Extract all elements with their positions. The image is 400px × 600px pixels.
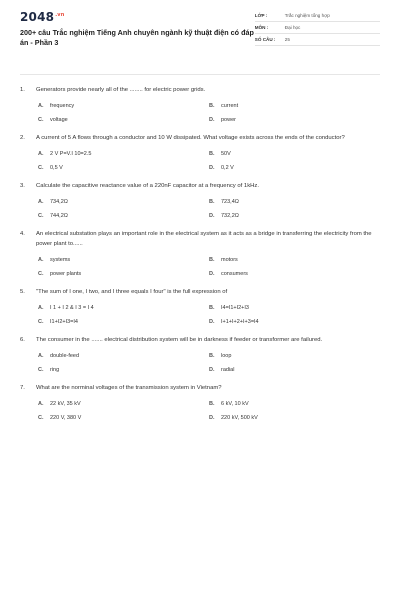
option-text: 2 V P=V.I 10=2.5 — [50, 151, 92, 157]
meta-key: MÔN : — [254, 25, 269, 30]
answer-option[interactable] — [38, 255, 209, 265]
option-key: C. — [38, 415, 44, 421]
answer-option[interactable] — [38, 365, 209, 375]
option-text: I+1+I+2+I+3=I4 — [221, 319, 259, 325]
question-item — [20, 181, 380, 221]
question-text: A current of 5 A flows through a conductor and 10 W dissipated. What voltage exists across the ends of the conductor? — [36, 135, 345, 141]
question-text: The consumer in the ....... electrical distribution system will be in darkness if feeder or transformer are failured. — [36, 337, 323, 343]
option-key: B. — [209, 257, 215, 263]
option-key: C. — [38, 213, 44, 219]
question-text: An electrical substation plays an important role in the electrical system as it acts as a bridge in transferring the electricity from the power plant to...... — [36, 231, 372, 247]
header-divider — [20, 74, 380, 75]
meta-table — [255, 10, 380, 46]
answer-option[interactable] — [209, 211, 380, 221]
option-text: ring — [50, 367, 60, 373]
document-header — [20, 10, 380, 66]
answer-options — [20, 351, 380, 375]
option-key: A. — [38, 401, 44, 407]
answer-option[interactable] — [38, 163, 209, 173]
question-stem — [20, 229, 380, 249]
question-number: 5. — [20, 289, 25, 295]
meta-value: 25 — [284, 37, 290, 42]
question-stem — [20, 181, 380, 191]
meta-row-subject — [255, 22, 380, 34]
meta-value: Đại học — [284, 25, 301, 30]
answer-option[interactable] — [209, 303, 380, 313]
answer-options — [20, 149, 380, 173]
answer-option[interactable] — [38, 115, 209, 125]
question-number: 4. — [20, 231, 25, 237]
option-key: B. — [209, 199, 215, 205]
option-key: D. — [209, 117, 215, 123]
question-text: What are the norminal voltages of the transmission system in Vietnam? — [36, 385, 222, 391]
answer-option[interactable] — [209, 149, 380, 159]
meta-key: SỐ CÂU : — [254, 37, 276, 42]
question-item — [20, 229, 380, 279]
option-text: frequency — [50, 103, 75, 109]
option-text: 723,4Ω — [221, 199, 239, 205]
question-stem — [20, 287, 380, 297]
option-key: A. — [38, 151, 44, 157]
option-key: B. — [209, 103, 215, 109]
meta-value: Trắc nghiệm tổng hợp — [284, 13, 330, 18]
answer-option[interactable] — [38, 413, 209, 423]
answer-option[interactable] — [209, 399, 380, 409]
question-item — [20, 335, 380, 375]
answer-options — [20, 197, 380, 221]
question-number: 6. — [20, 337, 25, 343]
option-key: D. — [209, 213, 215, 219]
answer-option[interactable] — [209, 101, 380, 111]
question-list — [20, 85, 380, 423]
meta-row-question-count — [255, 34, 380, 46]
answer-options — [20, 399, 380, 423]
answer-option[interactable] — [209, 351, 380, 361]
option-key: A. — [38, 199, 44, 205]
option-text: 220 V, 380 V — [50, 415, 82, 421]
option-text: motors — [221, 257, 238, 263]
option-text: radial — [221, 367, 235, 373]
answer-option[interactable] — [38, 149, 209, 159]
logo-main: 2048 — [20, 10, 55, 24]
question-item — [20, 383, 380, 423]
site-logo[interactable] — [20, 10, 255, 24]
option-text: I4=I1+I2+I3 — [221, 305, 249, 311]
answer-options — [20, 101, 380, 125]
option-key: D. — [209, 271, 215, 277]
question-item — [20, 287, 380, 327]
meta-row-class — [255, 10, 380, 22]
option-text: 744,2Ω — [50, 213, 68, 219]
option-text: power plants — [50, 271, 82, 277]
option-key: B. — [209, 305, 215, 311]
option-text: double-feed — [50, 353, 80, 359]
answer-option[interactable] — [209, 255, 380, 265]
logo-suffix: .vn — [55, 12, 65, 18]
option-key: A. — [38, 353, 44, 359]
option-text: I1+I2+I3=I4 — [50, 319, 78, 325]
answer-option[interactable] — [38, 197, 209, 207]
question-number: 1. — [20, 87, 25, 93]
answer-option[interactable] — [209, 365, 380, 375]
option-key: A. — [38, 257, 44, 263]
answer-option[interactable] — [38, 351, 209, 361]
option-key: D. — [209, 415, 215, 421]
answer-option[interactable] — [38, 211, 209, 221]
answer-options — [20, 303, 380, 327]
option-text: 732,2Ω — [221, 213, 239, 219]
answer-option[interactable] — [209, 269, 380, 279]
option-key: B. — [209, 151, 215, 157]
meta-key: LỚP : — [254, 13, 268, 18]
question-number: 2. — [20, 135, 25, 141]
option-key: B. — [209, 353, 215, 359]
option-text: 6 kV, 10 kV — [221, 401, 249, 407]
option-key: C. — [38, 165, 44, 171]
option-text: 0,5 V — [50, 165, 63, 171]
option-key: C. — [38, 271, 44, 277]
option-text: 50V — [221, 151, 231, 157]
option-key: D. — [209, 367, 215, 373]
answer-option[interactable] — [209, 115, 380, 125]
question-item — [20, 85, 380, 125]
answer-option[interactable] — [209, 413, 380, 423]
brand-block — [20, 10, 255, 48]
option-text: voltage — [50, 117, 68, 123]
question-text: Generators provide nearly all of the ........ for electric power grids. — [36, 87, 206, 93]
question-item — [20, 133, 380, 173]
option-key: A. — [38, 305, 44, 311]
answer-option[interactable] — [38, 269, 209, 279]
answer-option[interactable] — [38, 317, 209, 327]
option-key: D. — [209, 319, 215, 325]
document-title: 200+ câu Trắc nghiệm Tiếng Anh chuyên ngành kỹ thuật điện có đáp án - Phần 3 — [20, 28, 254, 47]
option-text: I 1 + I 2 & I 3 = I 4 — [50, 305, 94, 311]
option-key: C. — [38, 367, 44, 373]
option-text: 220 kV, 500 kV — [221, 415, 258, 421]
option-key: B. — [209, 401, 215, 407]
answer-option[interactable] — [209, 197, 380, 207]
option-key: D. — [209, 165, 215, 171]
answer-option[interactable] — [38, 303, 209, 313]
question-number: 7. — [20, 385, 25, 391]
question-text: "The sum of I one, I two, and I three equals I four" is the full expression of — [36, 289, 228, 295]
option-text: 0,2 V — [221, 165, 234, 171]
question-text: Calculate the capacitive reactance value of a 220nF capacitor at a frequency of 1kHz. — [36, 183, 259, 189]
question-stem — [20, 133, 380, 143]
answer-option[interactable] — [209, 317, 380, 327]
option-text: 22 kV, 35 kV — [50, 401, 81, 407]
option-text: power — [221, 117, 236, 123]
question-stem — [20, 335, 380, 345]
option-text: loop — [221, 353, 232, 359]
question-stem — [20, 85, 380, 95]
question-number: 3. — [20, 183, 25, 189]
answer-option[interactable] — [38, 101, 209, 111]
option-text: current — [221, 103, 239, 109]
question-stem — [20, 383, 380, 393]
option-key: C. — [38, 319, 44, 325]
answer-options — [20, 255, 380, 279]
option-text: systems — [50, 257, 71, 263]
option-key: C. — [38, 117, 44, 123]
option-text: consumers — [221, 271, 248, 277]
option-text: 734,2Ω — [50, 199, 68, 205]
option-key: A. — [38, 103, 44, 109]
answer-option[interactable] — [38, 399, 209, 409]
answer-option[interactable] — [209, 163, 380, 173]
